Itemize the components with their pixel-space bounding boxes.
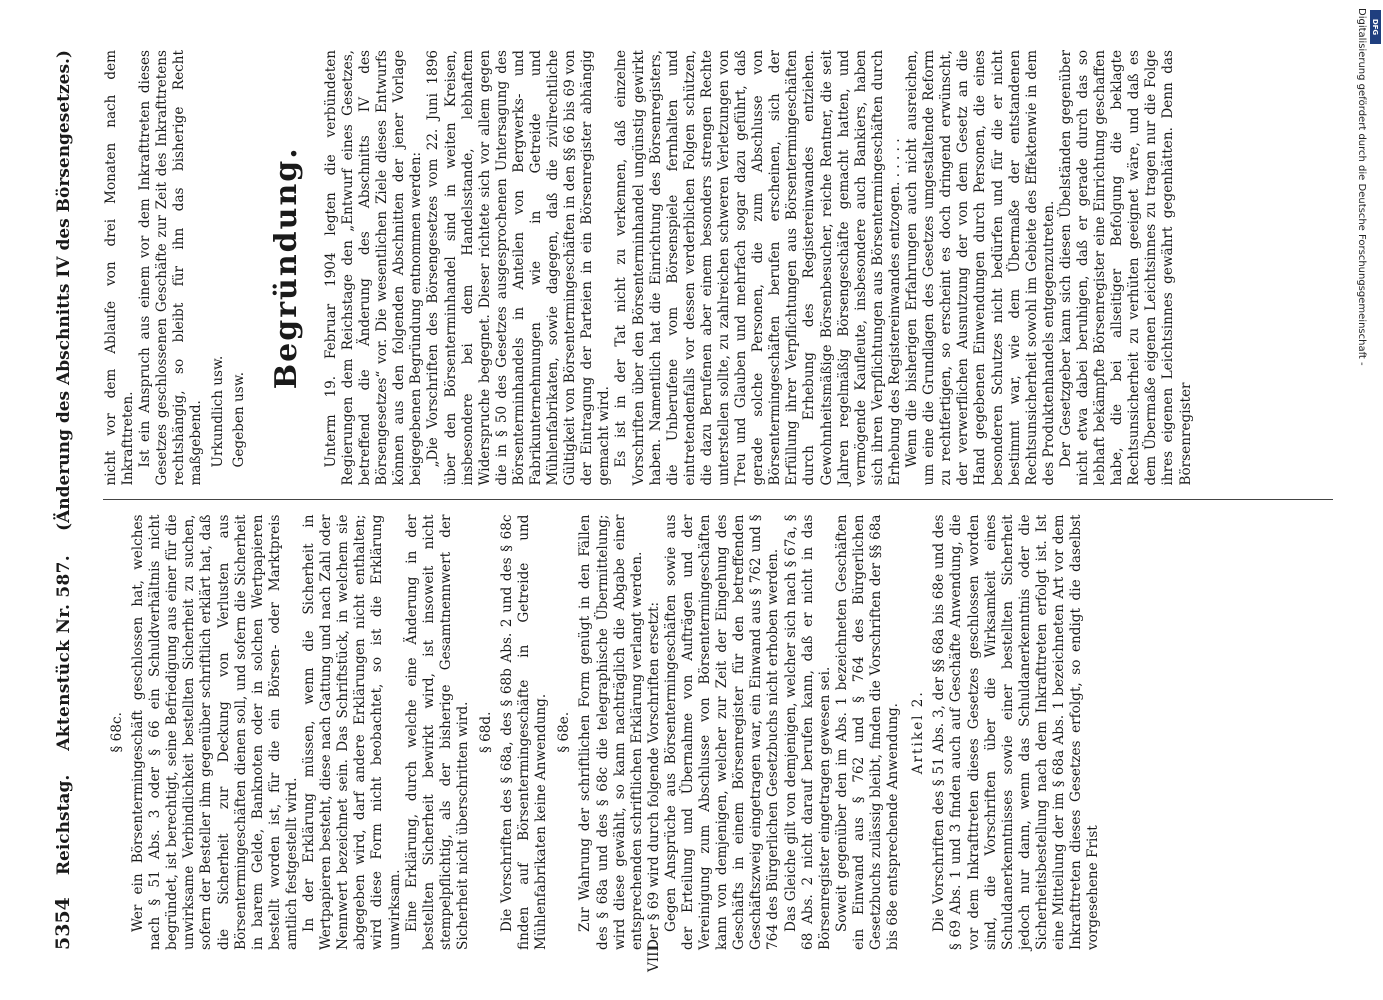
section-68c-paragraph-3: Eine Erklärung, durch welche eine Änderung in der bestellten Sicherheit bewirkt wird, ist insoweit nicht stempelpflichtig, als der bisherige Gesamtnennwert der Sicherheit nicht überschritten wird. bbox=[403, 514, 471, 950]
viii-paragraph-2: Gegen Ansprüche aus Börsentermingeschäften sowie aus der Erteilung und Übernahme von Aufträgen und der Vereinigung zum Abschlusse von Börsentermingeschäften kann von demjenigen, welcher zur Zeit der Eingehung des Geschäfts in einem Börsenregister für den betreffenden Geschäftszweig eingetragen war, ein Einwand aus § 762 und § 764 des Bürgerlichen Gesetzbuchs nicht erhoben werden. bbox=[662, 514, 782, 950]
right-column bbox=[103, 50, 1333, 501]
begruendung-paragraph-2: „Die Vorschriften des Börsengesetzes vom 22. Juni 1896 über den Börsenterminhandel sind in weiten Kreisen, insbesondere bei dem Handelsstande, lebhaftem Widerspruche begegnet. Dieser richtete sich vor allem gegen die in § 50 des Gesetzes ausgesprochenen Untersagung des Börsenterminhandels in Anteilen von Bergwerks- und Fabrikunternehmungen wie in Getreide und Mühlenfabrikaten, sowie dagegen, daß die zivilrechtliche Gültigkeit von Börsentermingeschäften in den §§ 66 bis 69 von der Eintragung der Parteien in ein Börsenregister abhängig gemacht wird. bbox=[425, 50, 613, 486]
digitization-credit-text: Digitalisierung gefördert durch die Deutsche Forschungsgemeinschaft - bbox=[1356, 8, 1367, 366]
rotated-page-content bbox=[52, 50, 1345, 972]
article-2-heading: Artikel 2. bbox=[910, 690, 927, 775]
left-column bbox=[103, 501, 1333, 972]
article-2-paragraph-1: Die Vorschriften des § 51 Abs. 3, der §§ 68a bis 68e und des § 69 Abs. 1 und 3 finden auch auf Geschäfte Anwendung, die vor dem Inkrafttreten dieses Gesetzes geschlossen worden sind, die Vorschriften über die Wirksamkeit eines Schuldanerkenntnisses sowie einer bestellten Sicherheit jedoch nur dann, wenn das Schuldanerkenntnis oder die Sicherheitsbestellung nach dem Inkrafttreten erfolgt ist. Ist eine Mitteilung der im § 68a Abs. 1 bezeichneten Art vor dem Inkrafttreten dieses Gesetzes erfolgt, so endigt die daselbst vorgesehene Frist bbox=[931, 514, 1102, 950]
page-header bbox=[52, 50, 95, 950]
begruendung-paragraph-5: Der Gesetzgeber kann sich diesen Übelständen gegenüber nicht etwa dabei beruhigen, daß er gerade durch das so lebhaft bekämpfte Börsenregister eine Einrichtung geschaffen habe, die bei allseitiger Befolgung die beklagte Rechtsunsicherheit zu verhüten geeignet wäre, und daß es dem Übermaße eigenen Leichtsinnes zu tragen nur die Folge ihres eigenen Leichtsinnes gewährt gegenhätten. Denn das Börsenregister bbox=[1057, 50, 1194, 486]
viii-paragraph-4: Soweit gegenüber den im Abs. 1 bezeichneten Geschäften ein Einwand aus § 762 und § 764 des Bürgerlichen Gesetzbuchs zulässig bleibt, finden die Vorschriften der §§ 68a bis 68e entsprechende Anwendung. bbox=[833, 514, 902, 950]
signature-line-2: Gegeben usw. bbox=[230, 371, 247, 468]
section-68c-heading: § 68c. bbox=[109, 712, 125, 753]
digitization-credit bbox=[1350, 8, 1372, 888]
dfg-logo bbox=[1370, 10, 1381, 44]
begruendung-paragraph-1: Unterm 19. Februar 1904 legten die verbündeten Regierungen dem Reichstage den „Entwurf eines Gesetzes, betreffend die Änderung des Abschnitts IV des Börsengesetzes“ vor. Die wesentlichen Ziele dieses Entwurfs können aus den folgenden Abschnitten der jener Vorlage beigegebenen Begründung entnommen werden: bbox=[322, 50, 425, 486]
begruendung-paragraph-3: Es ist in der Tat nicht zu verkennen, daß einzelne Vorschriften über den Börsenterminhandel ungünstig gewirkt haben. Namentlich hat die Einrichtung des Börsenregisters, die Unberufene vom Börsenspiele fernhalten und eintretendenfalls vor dessen verderblichen Folgen schützen, die dazu Berufenen aber einem besonders strengen Rechte unterstellen sollte, zu zahlreichen schweren Verletzungen von Treu und Glauben und mehrfach sogar dazu geführt, daß gerade solche Personen, die zum Abschlusse von Börsentermingeschäften berufen erscheinen, sich der Erfüllung ihrer Verpflichtungen aus Börsentermingeschäften durch Erhebung des Registereinwandes entziehen. Gewohnheitsmäßige Börsenbesucher, reiche Rentner, die seit Jahren regelmäßig Börsengeschäfte gemacht hatten, und vermögende Kaufleute, insbesondere auch Bankiers, haben sich ihren Verpflichtungen aus Börsentermingeschäften durch Erhebung des Registereinwandes entzogen. . . . . . bbox=[613, 50, 903, 486]
signature-line-1: Urkundlich usw. bbox=[209, 355, 226, 468]
section-68e-heading: § 68e. bbox=[556, 711, 573, 753]
section-68d-paragraph-1: Die Vorschriften des § 68a, des § 68b Abs. 2 und des § 68c finden auf Börsentermingeschäfte in Getreide und Mühlenfabrikaten keine Anwendung. bbox=[499, 514, 550, 950]
section-68d-heading: § 68d. bbox=[477, 711, 494, 753]
header-center-title: Aktenstück Nr. 587. bbox=[54, 555, 74, 751]
section-68c-paragraph-1: Wer ein Börsentermingeschäft geschlossen hat, welches nach § 51 Abs. 3 oder § 66 ein Schuldverhältnis nicht begründet, ist berechtigt, seine Befriedigung aus einer für die unwirksame Verbindlichkeit bestellten Sicherheit zu suchen, sofern der Besteller ihm gegenüber schriftlich erklärt hat, daß die Sicherheit zur Deckung von Verlusten aus Börsentermingeschäften dienen soll, und sofern die Sicherheit in barem Gelde, Banknoten oder in solchen Wertpapieren bestellt worden ist, für die ein Börsen- oder Marktpreis amtlich festgestellt wird. bbox=[130, 514, 300, 950]
header-right-title: (Änderung des Abschnitts IV des Börsengesetzes.) bbox=[54, 50, 74, 531]
header-left-title: Reichstag. bbox=[54, 774, 74, 876]
section-heading-begruendung: Begründung. bbox=[268, 146, 304, 390]
claim-paragraph: Ist ein Anspruch aus einem vor dem Inkrafttreten dieses Gesetzes geschlossenen Geschäfte zur Zeit des Inkrafttretens rechtshängig, so bleibt für ihn das bisherige Recht maßgebend. bbox=[137, 50, 205, 486]
section-68c-paragraph-2: In der Erklärung müssen, wenn die Sicherheit in Wertpapieren besteht, diese nach Gattung und nach Zahl oder Nennwert bezeichnet sein. Das Schriftstück, in welchem sie abgegeben wird, darf andere Erklärungen nicht enthalten; wird diese Form nicht beobachtet, so ist die Erklärung unwirksam. bbox=[301, 514, 403, 950]
text-columns bbox=[103, 50, 1333, 972]
page-number: 5354 bbox=[52, 897, 74, 950]
section-68e-paragraph-1: Zur Wahrung der schriftlichen Form genügt in den Fällen des § 68a und des § 68c die telegraphische Übermittelung; wird diese gewählt, so kann nachträglich die Abgabe einer entsprechenden schriftlichen Erklärung verlangt werden. bbox=[577, 514, 645, 950]
begruendung-paragraph-4: Wenn die bisherigen Erfahrungen auch nicht ausreichen, um eine die Grundlagen des Gesetzes umgestaltende Reform zu rechtfertigen, so erscheint es doch dringend erwünscht, der verwerflichen Ausnutzung der von dem Gesetz an die Hand gegebenen Einwendungen durch Personen, die eines besonderen Schutzes nicht bedürfen und für die er nicht bestimmt war, wie dem Übermaße der entstandenen Rechtsunsicherheit sowohl im Gebiete des Effektenwie in dem des Produktenhandels entgegenzutreten. bbox=[904, 50, 1057, 486]
continuation-paragraph: nicht vor dem Ablaufe von drei Monaten nach dem Inkrafttreten. bbox=[103, 50, 137, 486]
viii-paragraph-3: Das Gleiche gilt von demjenigen, welcher sich nach § 67a, § 68 Abs. 2 nicht darauf berufen kann, daß er nicht in das Börsenregister eingetragen gewesen sei. bbox=[782, 514, 833, 950]
viii-label: VIII. bbox=[645, 941, 662, 972]
dfg-logo-text: DFG bbox=[1371, 18, 1380, 36]
viii-block bbox=[645, 515, 663, 972]
viii-paragraph-1: Der § 69 wird durch folgende Vorschriften ersetzt: bbox=[645, 601, 662, 950]
